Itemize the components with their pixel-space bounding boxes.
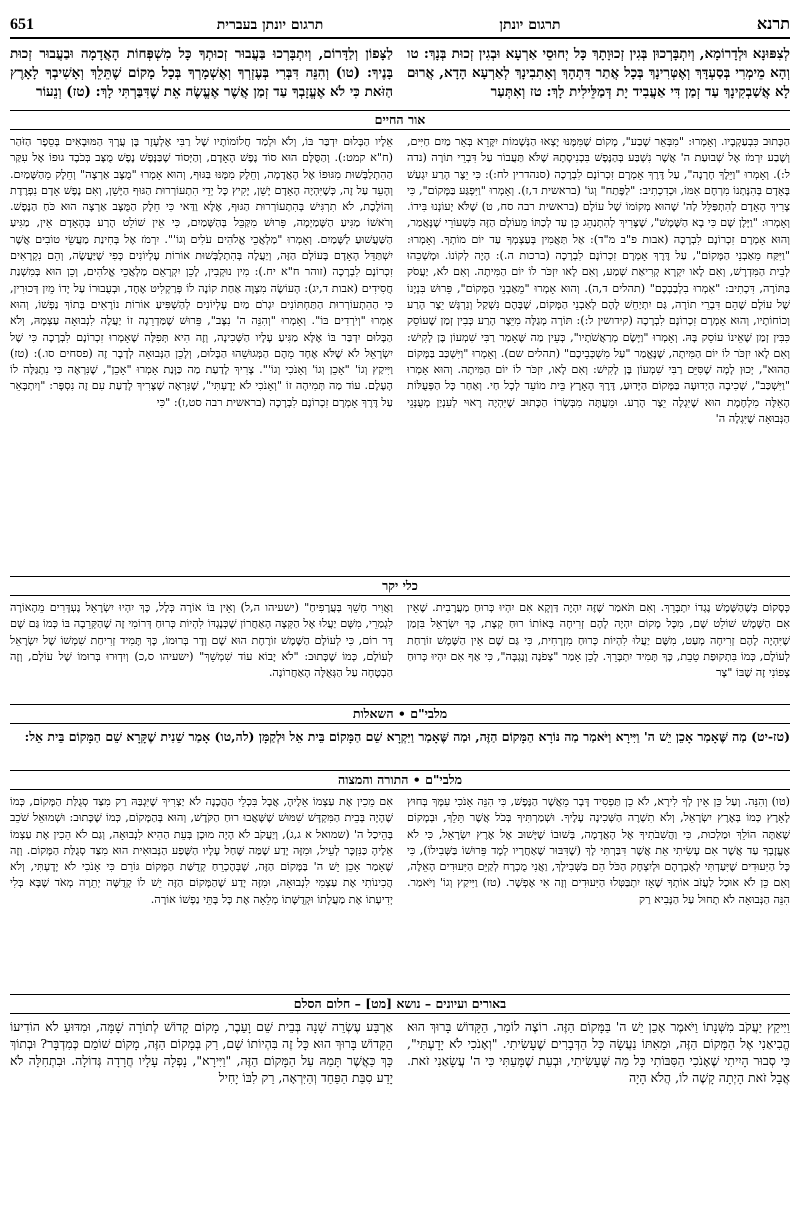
biurim-right-column: וַיִּיקַץ יַעֲקֹב מִשְּׁנָתוֹ וַיֹּאמֶר אָכֵן יֵשׁ ה' בַּמָּקוֹם הַזֶּה. רוֹצֶה לוֹמַר, הַקָּדוֹשׁ בָּרוּךְ הוּא הֱבִיאַנִי אֶל הַמָּקוֹם הַזֶּה, וּמֵאִתּוֹ נַעֲשָׂה כָּל הַדְּבָרִים שֶׁעָשִׂיתִי. "וְאָנֹכִי לֹא יָדָעְתִּי", כִּי סְבוּר הָיִיתִי שֶׁאָנֹכִי הַסִּבּוֹתִי כָּל מַה שֶּׁעָשִׂיתִי, וּבְעֵת שֶׁמָּעַתִּי כִּי ה' עֲשָׂאַנִי זֹאת. אֲבָל זֹאת הָיְתָה קָשֶׁה לוֹ, הֲלֹא הָיָה (407, 1019, 790, 1085)
biurim-left-column: אַרְבַּע עֶשְׂרֵה שָׁנָה בְּבֵית שֵׁם וָעֵבֶר, מָקוֹם קָדוֹשׁ לְתוֹרָה שָׁמָּה, וּמִדּוּעַ לֹא הוֹדִיעוֹ הַקָּדוֹשׁ בָּרוּךְ הוּא כָּל זֶה בִּהְיוֹתוֹ שָׁם, רַק בְּמָקוֹם הַזֶּה, מָקוֹם שׁוֹמֵם כְּמִדְבָּר? וּבְתוֹךְ כָּךְ כַּאֲשֶׁר תָּמַהּ עַל הַמָּקוֹם הַזֶּה, "וַיִּירָא", נָפְלָה עָלָיו חֲרָדָה גְּדוֹלָה. וּבִתְחִלָּה לֹא יָדַע סִבַּת הַפַּחַד וְהַיִּרְאָה, רַק לִבּוֹ יָחִיל (10, 1019, 393, 1085)
targum-aramaic: לְצִפּוּנָא וּלְדָרוֹמָא, וְיִתְבָּרְכוּן בְּגִין זְכוּוָתָךְ כָּל יְחוּסֵי אַרְעָא וּבְגִין זְכוּת בְּנָךְ: טו וְהָא מֵימְרִי בְּסַעְדָּךְ וְאֶטְּרִינָךְ בְּכָל אֲתַר דִּתְהָךְ וְאָתִבִינָךְ לְאַרְעָא הָדָא, אֲרוּם לָא אֲשַׁבְקִינָךְ עַד זְמַן דִּי אַעֲבִיד יָת דְּמַלֵּילִית לָךְ: טז וְאִתְּעַר (407, 46, 790, 100)
biurim-body (10, 1018, 790, 1122)
malbim-torah-title: מלבי"ם • התורה והמצוה (10, 770, 790, 790)
or-hachaim-left-column: אֵלָיו הַבָּלוּם יִדְבַּר בּוֹ, וְלֹא וּלְמַד חֲלוֹמוֹתָיו שֶׁל רַבִּי אֶלְעָזָר בֶּן עֲרָךְ הַמּוּבָאִים בְּסֵפֶר הַזֹּהַר (ח"א קמט:). וְהַסֻּלָּם הוּא סוֹד נֶפֶשׁ הָאָדָם, וְהַיְּסוֹד שֶׁבַּנֶּפֶשׁ נֶפֶשׁ מֻצָּב בְּכֹבֶד גוּפוֹ אֶל עִקַּר הַהִתְלַבְּשׁוּת מִגּוּפוֹ אֶל הָאֲדָמָה, וְחֵלֶק מִמֶּנּוּ בַּגּוּף, וְהוּא אָמְרוּ "מֻצָּב אַרְצָה" וְחֵלֶק מֵהַשָּׁמַיִם. וְהָעֵד עַל זֶה, כְּשֶׁיִּהְיֶה הָאָדָם יָשֵׁן, יָקִיץ כָּל יְדֵי הִתְעוֹרְרוּת הַגּוּף הַיָּשֵׁן, וְאִם נֶפֶשׁ אָדָם נִפְרֶדֶת וְהוֹלֶכֶת, לֹא תִרְגִּישׁ בְּהִתְעוֹרְרוּת הַגּוּף, אֶלָּא וַדַּאי כִּי חֵלֶק הַמֻּצָּב אַרְצָה הוּא כֹּחַ הַנֶּפֶשׁ. וְרֹאשׁוֹ מַגִּיעַ הַשָּׁמַיְמָה, פֵּרוּשׁ מִקַּבֵּל בְּהַשָּׁמַיִם, כִּי אֵין שׁוֹלֵט הָרַע בְּהָאָדָם אֵין, מַגִּיעַ הַשַּׁעֲשׁוּעַ לַשָּׁמַיִם. וְאָמְרוּ "מַלְאֲכֵי אֱלֹהִים עֹלִים וְגוֹ'". יִרְמֹז אֶל בְּחִינַת מַעֲשֵׂי טוֹבִים אֲשֶׁר יִשְׁתַּדֵּל הָאָדָם בָּעוֹלָם הַזֶּה, וְיַעֲלֶה בְּהִתְלַבְּשׁוּת אוֹרוֹת עֶלְיוֹנִים כְּפִי שֶׁיַּעֲשֶׂה, וְהֵם נִקְרָאִים זִכְרוֹנָם לִבְרָכָה (זוהר ח"א יח.): מִין נוּקְבִין, לָכֵן יִקְרָאֵם מַלְאֲכֵי אֱלֹהִים, וְכֵן הוּא בְּמִשְׁנַת חֲסִידִים (אבות ד,יג): הָעוֹשֶׂה מִצְוָה אַחַת קוֹנֶה לוֹ פְּרַקְלִיט אֶחָד, וּבְעֻבוּרוֹ עַל יָדוֹ מֵיִן דְּכוּרִין, כִּי הַהִתְעוֹרְרוּת הַתַּחְתּוֹנִים יִגְרֹם מַיִם עֶלְיוֹנִים לְהַשְׁפִּיעַ אוֹרוֹת נוֹרָאִים בְּתוֹךְ נַפְשׁוֹ, וְהוּא אָמְרוּ "וְיֹרְדִים בּוֹ". וְאָמְרוּ "וְהִנֵּה ה' נִצָּב", פֵּרוּשׁ שֶׁמַּדְרֵגָה זוֹ יַעֲלֶה לִנְבוּאָה עַצְמָהּ, וְלֹא הַבָּלוּם יִדְבַּר בּוֹ אֶלָּא מַגִּיעַ עָלָיו הַשְּׁכִינָה, וְזֶה הִיא תְּפִלָּה שֶׁאָמְרוּ זִכְרוֹנָם לִבְרָכָה כִּי שֶׁל יִשְׂרָאֵל לֹא שֶׁלֹּא אֶחָד מֵהֶם הַמְּגוּשֵׁהוּ הַבָּלוּם, וְלָכֵן הַנְּבוּאָה לְדָבָר זֶה (פסחים סו.): (טז) וַיִּיקַץ וְגוֹ' "אָכֵן וְגוֹ' וְאָנֹכִי וְגוֹ'". צָרִיךְ לָדַעַת מַה כַּוָּנַת אָמְרוּ "אָכֵן", שֶׁנִּרְאֶה כִּי נִתְגַּלָּה לוֹ הָעֶלֶם. עוֹד מַה תְּמִיהָה זוֹ "וְאָנֹכִי לֹא יָדָעְתִּי", שֶׁנִּרְאֶה שֶׁצָּרִיךְ לָדַעַת עִם זֶה נִסְפָּר: "וְיִתְבָּאֵר עַל דֶּרֶךְ אָמְרָם זִכְרוֹנָם לִבְרָכָה (בראשית רבה סט,ז): "כִּי (10, 135, 393, 409)
malbim-torah-body (10, 794, 790, 990)
kli-yakar-left-column: וַאֲוִיר חָשֵׁךְ בְּעֲרָפִיחַ" (ישעיהו ה,ל) וְאֵין בּוֹ אוֹרָה כְּלָל, כָּךְ יִהְיוּ יִשְׂרָאֵל נֶעְדָּרִים מֵהָאוֹרָה לִגְמַרֵי, מִשָּׁם יַעֲלוּ אֶל הַקְּצָה הָאַחֲרוֹן שֶׁכְּנֶגְדּוֹ לִהְיוֹת כְּרוּחַ דְּרוֹמִי זֶה שֶׁהַקְּרֵבָה בּוֹ כְּמוֹ גַּם שָׁם דָּר רוֹם, כִּי לְעוֹלָם הַשֶּׁמֶשׁ זוֹרֶחֶת הוּא שָׁם וְדָר בְּרוּמוֹ, כָּךְ תָּמִיד זְרִיחַת שִׁמְשׁוֹ שֶׁל יִשְׂרָאֵל לְעוֹלָם, כְּמוֹ שֶׁכָּתוּב: "לֹא יָבוֹא עוֹד שִׁמְשֵׁךְ" (ישעיהו ס,כ) וְיִדְוּרוּ בְּרוּמוֹ שֶׁל עוֹלָם, וְזֶה הַבְטָחָה עַל הַגְּאֻלָּה הָאַחֲרוֹנָה. (10, 601, 393, 680)
or-hachaim-right-column: הַכָּתוּב כִּבְעַקְבָיו. וְאָמְרוּ: "מִבְּאֵר שָׁבַע", מָקוֹם שֶׁמִּמֶּנּוּ יָצְאוּ הַנְּשָׁמוֹת יִקָּרֵא בְּאֵר מַיִם חַיִּים, וְשֶׁבַע יִרְמֹז אֶל שְׁבוּעַת ה' אֲשֶׁר נִשְׁבַּע בְּהַנֶּפֶשׁ בִּכְנִיסָתָהּ שֶׁלֹּא תַּעֲבוֹר עַל דִּבְרֵי תוֹרָה (נדה ל:). וְאָמְרוּ "וַיֵּלֶךְ חָרָנָה", עַל דֶּרֶךְ אָמְרָם זִכְרוֹנָם לִבְרָכָה (סנהדרין לח:): כִּי יֵצֶר הָרַע יִגְעַשׁ בָּאָדָם בְּהִנָּתְנוֹ מִרְחֶם אִמּוֹ, וּכְדִכְתִיב: "לַפֶּתַח" וְגוֹ' (בראשית ד,ז). וְאָמְרוּ "וַיִּפְגַּע בַּמָּקוֹם", כִּי צָרִיךְ הָאָדָם לְהִתְפַּלֵּל לַה' שֶׁהוּא מְקוֹמוֹ שֶׁל עוֹלָם (בראשית רבה סח, ט) שֶׁלֹּא יְעוֹנְנוּ בִּידוֹ. וְאָמְרוּ: "וַיָּלֶן שָׁם כִּי בָא הַשֶּׁמֶשׁ", שֶׁצָּרִיךְ לְהִתְנַהֵג כֵּן עַד לְכַתּוֹ מֵעוֹלָם הַזֶּה כִּשְׁעוֹרֵי שֶׁנָּאֲמַר, וְהוּא אָמְרָם זִכְרוֹנָם לִבְרָכָה (אבות פ"ב מ"ד): אַל תַּאֲמִין בְּעַצְמְךָ עַד יוֹם מוֹתְךָ. וְאָמְרוּ: "וַיִּקַּח מֵאַבְנֵי הַמָּקוֹם", עַל דֶּרֶךְ אָמְרָם זִכְרוֹנָם לִבְרָכָה (ברכות ה.): הֶיֶה לְקוֹנוֹ. וּמָשְׁכֵהוּ לְבֵית הַמִּדְרָשׁ, וְאִם לָאו יִקְרָא קְרִיאַת שְׁמַע, וְאִם לָאו יִזְכֹּר לוֹ יוֹם הַמִּיתָה. וְאִם לֹא, יַעֲסֹק בַּתּוֹרָה, דִּכְתִיב: "אִמְרוּ בִלְבַבְכֶם" (תהלים ד,ה). וְהוּא אָמְרוּ "מֵאַבְנֵי הַמָּקוֹם", פֵּרוּשׁ בִּנְיָנוֹ שֶׁל עוֹלָם שֶׁהֵם דִּבְרֵי תוֹרָה, גַּם יִתְיַחֵשׁ לָהֶם לְאַבְנֵי הַמָּקוֹם, שֶׁבָּהֶם נִשְׁקַל וְנִרְגָּשׁ יֵצֶר הָרַע וְכוֹחוֹתָיו, וְהוּא אָמְרָם זִכְרוֹנָם לִבְרָכָה (קידושין ל:): תּוֹרָה מְגַלָּה מִיֵּצֶר הָרַע כְּבִין זְמַן שֶׁעוֹסֵק כִּבִּין זְמַן שֶׁאֵינוֹ עוֹסֵק בָּהּ. וְאָמְרוּ "וַיָּשֶׂם מְרַאֲשֹׁתָיו", כְּעֵין מַה שֶּׁאָמַר רַבִּי שִׁמְעוֹן בֶּן לָקִישׁ: וְאִם לָאו יִזְכֹּר לוֹ יוֹם הַמִּיתָה, שֶׁנֶּאֱמַר "עַל מִשְׁכְּבֵיכֶם" (תהלים שם). וְאָמְרוּ "וַיִּשְׁכַּב בַּמָּקוֹם הַהוּא", יְכוּן לָמָה שֶׁסִּיֵּם רַבִּי שִׁמְעוֹן בֶּן לָקִישׁ: וְאִם לָאו, יִזְכֹּר לוֹ יוֹם הַמִּיתָה. וְהוּא אָמְרוּ "וַיִּשְׁכַּב", שְׁכִיבָה הַיְדוּעָה בַּמָּקוֹם הַיָּדוּעַ, דֶּרֶךְ הָאָרֶץ בֵּית מוֹעֵד לְכָל חַי. וְאַחַר כָּל הַפְּעֻלּוֹת הָאֵלֶּה מִלְחֶמֶת הוּא שֶׁיִּגְלֶה יֵצֶר הָרַע. וּמֵעֲתָּה מִבְּשָׂרוֹ הַכָּתוּב שֶׁיִּהְיֶה רָאוּי לְעִנְיַן מְעֻנְּגֵי הַנְּבוּאָה שֶׁיִּגְלֶה ה' (407, 135, 790, 426)
center-right-running-head: תרגום יונתן (499, 17, 561, 33)
page-header (10, 6, 790, 39)
kli-yakar-body (10, 600, 790, 700)
kli-yakar-right-column: כְּסָקוֹם כְּשֶׁהַשֶּׁמֶשׁ נֶגְדוֹ יִתְבָּרֵךְ. וְאִם תֹּאמַר שֶׁזֶּה יִהְיֶה דַּוְקָא אִם יִהְיוּ כְּרוּחַ מַעֲרָבִית. שֶׁאֵין אִם הַשֶּׁמֶשׁ שׁוֹלֵט שָׁם, מִכָּל מָקוֹם יִהְיֶה לָהֶם זְרִיחָה בְּאוֹתוֹ רוּחַ קְצָת, כָּךְ יִשְׂרָאֵל בִּזְמַן שֶׁיִּהְיֶה לָהֶם זְרִיחָה מְעַט, מִשֶּׁם יַעֲלוּ לִהְיוֹת כְּרוּחַ מִזְרָחִית, כִּי גַּם שֶׁם אֵין הַשֶּׁמֶשׁ זוֹרַחַת לְעוֹלָם, כְּמוֹ בִּתְקוּפַת טֵבֵת, כָּךְ תָּמִיד יִתְבָּרֵךְ. לָכֵן אָמַר "צְפֹנָה וָנֶגְבָּה", כִּי אַף אִם יִהְיוּ כְּרוּחַ צְפוֹנִי זֶה שֶׁבּוֹ "צָר (407, 601, 790, 680)
or-hachaim-title: אור החיים (10, 110, 790, 130)
kli-yakar-title: כלי יקר (10, 576, 790, 596)
malbim-questions-text: (טז-יט) מַה שֶּׁאָמַר אָכֵן יֵשׁ ה' וַיִּירָא וַיֹּאמַר מַה נּוֹרָא הַמָּקוֹם הַזֶּה, וּמַה שֶּׁאָמַר וַיִּקְרָא שֵׁם הַמָּקוֹם בֵּית אֵל וּלְקַמָּן (לה,טו) אָמַר שֵׁנִית שֶׁקָּרָא שֵׁם הַמָּקוֹם בֵּית אֵל: (24, 729, 790, 744)
center-left-running-head: תרגום יונתן בעברית (216, 17, 324, 33)
page-number: 651 (10, 16, 34, 33)
malbim-torah-right-column: (טו) וְהִנֵּה. וְעַל כֵּן אֵין לְךָ לִירָא, לֹא כֵן תַּפְסִיד דָּבָר מֵאֲשֶׁר הַנֶּפֶשׁ, כִּי הִנֵּה אָנֹכִי עִמָּךְ בְּחוּץ לָאָרֶץ כְּמוֹ בְּאֶרֶץ יִשְׂרָאֵל, וְלֹא תִשְׁרֶה הַשְּׁכִינָה עָלֶיךָ. וּשְׁמַרְתִּיךָ בְּכֹל אֲשֶׁר תֵּלֵךְ, וּבְמָקוֹם שֶׁאַתָּה הוֹלֵךְ וּמַלְכוּת, כִּי וַהֲשִׁבֹתִיךָ אֶל הָאֲדָמָה, בְּשׁוּבוֹ שֶׁיָּשׁוּב אֶל אֶרֶץ יִשְׂרָאֵל, כִּי לֹא אֶעֱזָבְךָ עַד אֲשֶׁר אִם עָשִׂיתִי אֵת אֲשֶׁר דִּבַּרְתִּי לָךְ (שֶׁדִּבּוּר שֶׁאַחֲרָיו לְמָד פֵּרוּשׁוֹ בַּשְּׁבִילוֹ), כִּי כָּל הַיִּעוּדִים שֶׁיִּעַדְתִּי לְאַבְרָהָם וּלְיִצְחָק הַכֹּל הֵם בַּשְּׁבִילָךְ, וַאֲנִי מֻכְרָח לְקַיֵּם הַיִּעוּדִים הָאֵלֶּה, וְאִם כֵּן לֹא אוּכַל לַעֲזֹב אוֹתְךָ שֶׁאָז יִתְבַּטְּלוּ הַיִּעוּדִים וְזֶה אִי אֶפְשָׁר. (טז) וַיִּיקַץ וְגוֹ' וַיֹּאמַר. הִנֵּה הַנְּבוּאָה לֹא תָחוּל עַל הַנָּבִיא רַק (407, 795, 790, 906)
right-running-head: תרנא (756, 14, 790, 33)
malbim-questions-title: מלבי"ם • השאלות (10, 704, 790, 724)
malbim-torah-left-column: אִם מֵכִין אֶת עַצְמוֹ אֵלֶיהָ, אֲבָל בִּכְלֵי הַהֲכָנָה לֹא יַצְרִיךְ שֶׁיִּגְבַּהּ רַק מִצַּד סְגֻלַּת הַמָּקוֹם, כְּמוֹ שֶׁהָיָה בְּבֵית הַמִּקְדָּשׁ שִׁמּוּשׁ שֶׁשָּׁאֲבוּ רוּחַ הַקֹּדֶשׁ, וְהוּא בְּהַמָּקוֹם, כְּמוֹ שֶׁכָּתוּב: וּשְׁמוּאֵל שֹׁכֵב בְּהֵיכַל ה' (שמואל א ג,ג), וְיַעֲקֹב לֹא הָיָה מוּכָן בְּעֵת הַהִיא לִנְבוּאָה, וְגַם לֹא הֵכִין אֶת עַצְמוֹ אֵלֶיהָ כַּנִּזְכָּר לְעֵיל, וּמִזֶּה יָדַע שֶׁמַּה שֶּׁחַל עָלָיו הַשֶּׁפַע הַנְּבוּאִית הוּא מִצַּד סְגֻלַּת הַמָּקוֹם. וְזֶה שֶׁאָמַר אָכֵן יֵשׁ ה' בַּמָּקוֹם הַזֶּה, שֶׁבְּהֶכְרֵחַ קְדֻשַּׁת הַמָּקוֹם גּוֹרֵם כִּי אָנֹכִי לֹא יָדָעְתִּי, וְלֹא הֲכִינוֹתִי אֶת עַצְמִי לִנְבוּאָה, וּמִזֶּה יָדַע שֶׁהַמָּקוֹם הַזֶּה יֵשׁ לוֹ קְדֻשָּׁה יְתֵרָה מְאֹד שֶׁבָּא בְּלִי יְדִיעָתוֹ אֶת מַעֲלָתוֹ וּקְדֻשָּׁתוֹ מְלֵאָה אֶת כָּל בָּתֵּי נַפְשׁוֹ אוֹרָה. (10, 795, 393, 906)
or-hachaim-body (10, 134, 790, 572)
biurim-title: באורים ועיונים – נושא [מט] – חלום הסלם (10, 994, 790, 1014)
targum-block (10, 39, 790, 106)
targum-hebrew: לַצָּפוֹן וְלַדָּרוֹם, וְיִתְבָּרְכוּ בַּעֲבוּר זְכוּתְךָ כָּל מִשְׁפְּחוֹת הָאֲדָמָה וּבַעֲבוּר זְכוּת בָּנֶיךָ: (טו) וְהִנֵּה דִּבְּרִי בְּעֶזְרְךָ וְאֶשְׁמָרְךָ בְּכָל מָקוֹם שֶׁתֵּלֵךְ וְאָשִׁיבְךָ לָאָרֶץ הַזֹּאת כִּי לֹא אֶעֱזָבְךָ עַד זְמַן אֲשֶׁר אֶעֱשֶׂה אֵת שֶׁדִּבַּרְתִּי לָךְ: (טז) וְנֵעוֹר (10, 46, 393, 100)
